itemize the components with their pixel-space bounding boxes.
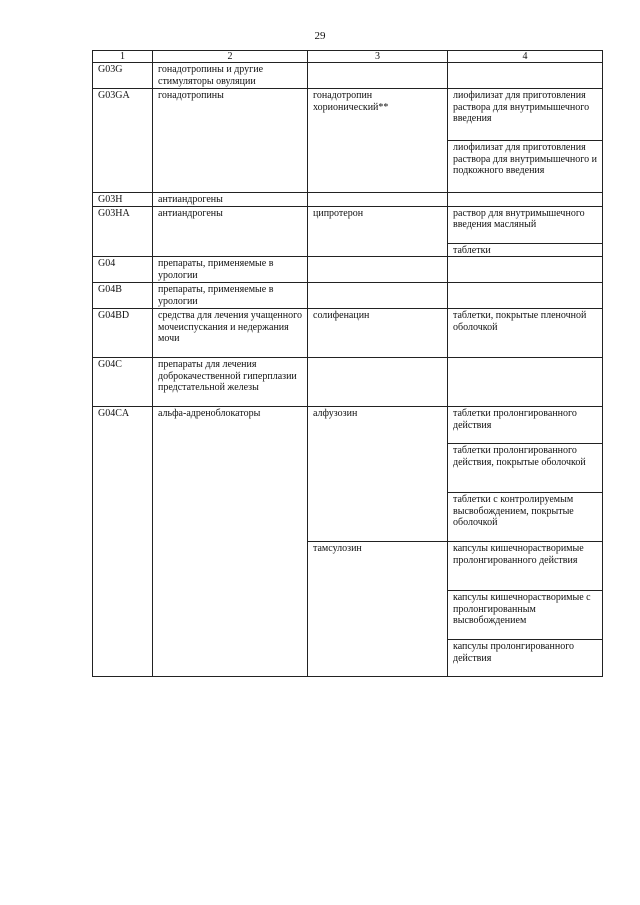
header-row bbox=[93, 51, 603, 63]
atc-code: G04 bbox=[93, 257, 153, 283]
drug-name: алфузозин bbox=[308, 407, 448, 542]
table-row bbox=[93, 407, 603, 444]
atc-code: G03GA bbox=[93, 89, 153, 193]
table-row bbox=[93, 257, 603, 283]
group-name: средства для лечения учащенного мочеиспускания и недержания мочи bbox=[153, 309, 308, 358]
atc-code: G04BD bbox=[93, 309, 153, 358]
atc-code: G03H bbox=[93, 193, 153, 207]
dosage-form: таблетки пролонгированного действия bbox=[448, 407, 603, 444]
group-name: гонадотропины и другие стимуляторы овуляции bbox=[153, 63, 308, 89]
atc-code: G04B bbox=[93, 283, 153, 309]
group-name: препараты для лечения доброкачественной гиперплазии предстательной железы bbox=[153, 358, 308, 407]
drug-name bbox=[308, 358, 448, 407]
dosage-form: капсулы кишечнорастворимые пролонгированного действия bbox=[448, 542, 603, 591]
group-name: антиандрогены bbox=[153, 206, 308, 257]
table-row bbox=[93, 193, 603, 207]
dosage-form bbox=[448, 193, 603, 207]
dosage-form bbox=[448, 283, 603, 309]
table-row bbox=[93, 89, 603, 141]
group-name: препараты, применяемые в урологии bbox=[153, 283, 308, 309]
table-row bbox=[93, 358, 603, 407]
table-row bbox=[93, 63, 603, 89]
header-col-1: 1 bbox=[93, 51, 153, 63]
header-col-2: 2 bbox=[153, 51, 308, 63]
table-row bbox=[93, 206, 603, 243]
atc-code: G03HA bbox=[93, 206, 153, 257]
drug-name bbox=[308, 257, 448, 283]
dosage-form: капсулы кишечнорастворимые с пролонгированным высвобождением bbox=[448, 591, 603, 640]
page-number: 29 bbox=[314, 30, 326, 42]
atc-code: G03G bbox=[93, 63, 153, 89]
table-row bbox=[93, 283, 603, 309]
drug-name bbox=[308, 193, 448, 207]
dosage-form: раствор для внутримышечного введения масляный bbox=[448, 206, 603, 243]
drug-name: гонадотропин хорионический** bbox=[308, 89, 448, 193]
dosage-form: таблетки с контролируемым высвобождением, покрытые оболочкой bbox=[448, 493, 603, 542]
drug-table bbox=[92, 50, 603, 677]
drug-name: солифенацин bbox=[308, 309, 448, 358]
dosage-form bbox=[448, 358, 603, 407]
dosage-form: таблетки, покрытые пленочной оболочкой bbox=[448, 309, 603, 358]
drug-name bbox=[308, 283, 448, 309]
dosage-form: лиофилизат для приготовления раствора для внутримышечного введения bbox=[448, 89, 603, 141]
header-col-4: 4 bbox=[448, 51, 603, 63]
drug-name: ципротерон bbox=[308, 206, 448, 257]
atc-code: G04CA bbox=[93, 407, 153, 677]
dosage-form bbox=[448, 63, 603, 89]
group-name: препараты, применяемые в урологии bbox=[153, 257, 308, 283]
dosage-form: лиофилизат для приготовления раствора для внутримышечного и подкожного введения bbox=[448, 141, 603, 193]
drug-name bbox=[308, 63, 448, 89]
dosage-form: таблетки bbox=[448, 243, 603, 257]
header-col-3: 3 bbox=[308, 51, 448, 63]
dosage-form bbox=[448, 257, 603, 283]
drug-name: тамсулозин bbox=[308, 542, 448, 677]
atc-code: G04C bbox=[93, 358, 153, 407]
group-name: альфа-адреноблокаторы bbox=[153, 407, 308, 677]
dosage-form: таблетки пролонгированного действия, покрытые оболочкой bbox=[448, 444, 603, 493]
group-name: антиандрогены bbox=[153, 193, 308, 207]
group-name: гонадотропины bbox=[153, 89, 308, 193]
table-row bbox=[93, 309, 603, 358]
dosage-form: капсулы пролонгированного действия bbox=[448, 640, 603, 677]
